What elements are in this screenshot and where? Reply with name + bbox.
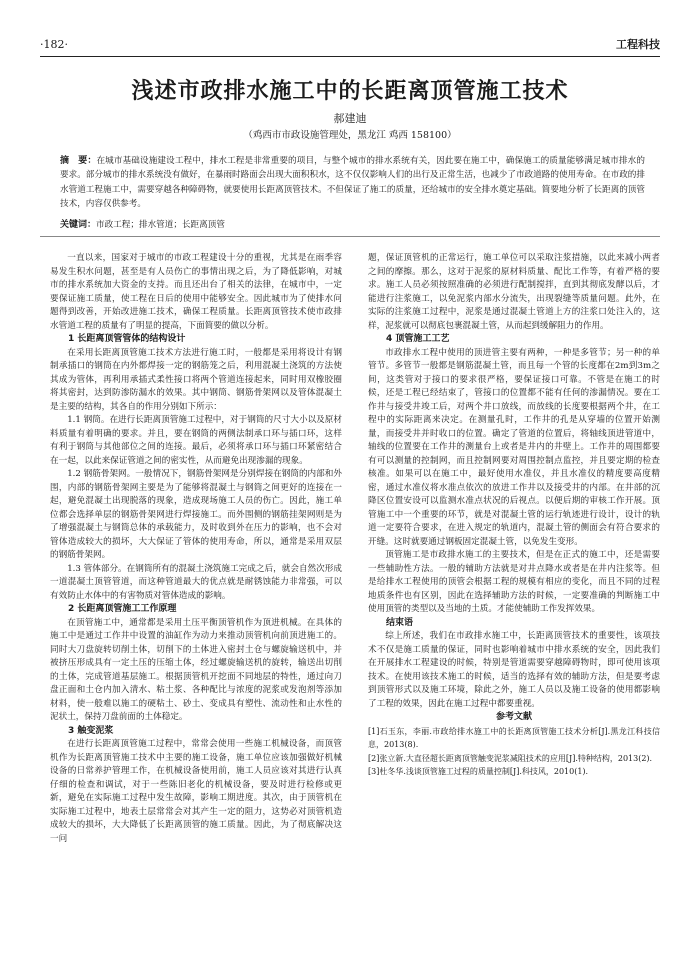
section-heading: 1 长距离顶管管体的结构设计 (68, 334, 186, 344)
paragraph: 题，保证顶管机的正常运行，施工单位可以采取注浆措施，以此来减小两者之间的摩擦。那么，这对于泥浆的原材料质量、配比工作等，有着严格的要求。施工人员必须按照准确的必须进行配制搅拌，直到其彻底发酵以后，才能进行注浆施工，以免泥浆内部水分流失，出现裂缝等质量问题。此外，在实际的注浆施工过程中，泥浆是通过混凝土管道上方的注浆口处注入的，这样，泥浆就可以彻底包裹混凝土管，从而起到缓解阻力的作用。 (368, 253, 660, 331)
abstract-rule (40, 236, 660, 237)
paragraph: 在顶管施工中，通常都是采用土压平衡顶管机作为顶进机械。在具体的施工中是通过工作井中设置的油缸作为动力来推动顶管机向前顶进施工的。同时大刀盘旋转切削土体，切削下的土体进入密封土仓与螺旋输送机中，并被挤压形成具有一定土压的压缩土体，经过螺旋输送机的旋转，输送出切削的土体，完成管道基层施工。根据顶管机开挖面不同地层的特性，通过向刀盘正面和土仓内加入清水、粘土浆、各种配比与浓度的泥浆或发泡剂等添加材料，使一般难以施工的硬粘土、砂土、变成具有塑性、流动性和止水性的泥状土，保持刀盘前面的土体稳定。 (50, 617, 342, 722)
reference-item: [3]杜冬华.浅谈顶管施工过程的质量控制[J].科技风，2010(1). (368, 767, 589, 776)
keywords (60, 217, 645, 230)
paragraph: 在采用长距离顶管施工技术方法进行施工时，一般都是采用将设计有钢制承插口的钢筒在内外都焊接一定的钢筋笼之后，利用混凝土浇筑的方法使其成为管体，再利用承插式柔性接口将两个管道连接起来，同时用双橡胶圈将其密封，达到防渗防漏水的效果。其中钢筒、钢筋骨架网以及管体混凝土是主要的结构，其各自的作用分别如下所示： (50, 347, 342, 412)
abstract-text: 在城市基础设施建设工程中，排水工程是非常重要的项目，与整个城市的排水系统有关，因此要在施工中，确保施工的质量能够满足城市排水的要求。部分城市的排水系统没有做好，在暴雨时路面会出现大面积积水，这不仅仅影响人们的出行及正常生活，也减少了市政道路的使用寿命。在市政的排水管道工程施工中，需要穿越各种障碍物，就要使用长距离顶管技术。不但保证了施工的质量，还给城市的安全排水奠定基础。简要地分析了长距离的顶管技术，内容仅供参考。 (60, 156, 645, 209)
section-heading: 4 顶管施工工艺 (386, 334, 450, 344)
journal-name: 工程科技 (616, 38, 660, 51)
abstract-label: 摘 要： (60, 156, 97, 166)
article-title: 浅述市政排水施工中的长距离顶管施工技术 (131, 79, 569, 104)
paragraph: 在进行长距离顶管施工过程中，常常会使用一些施工机械设备，而顶管机作为长距离顶管施工技术中主要的施工设备，施工单位应该加强做好机械设备的日常养护管理工作，在机械设备使用前，施工人员应该对其进行认真仔细的检查和调试，对于一些陈旧老化的机械设备，要及时进行检修或更新，避免在实际施工过程中发生故障，影响工期进度。其次，由于顶管机在实际施工过程中，地表土层常常会对其产生一定的阻力，这势必对顶管机造成较大的损坏，大大降低了长距离顶管的施工质量。因此，为了彻底解决这一问 (50, 739, 342, 844)
reference-item: [1]石玉东，李丽.市政给排水施工中的长距离顶管施工技术分析[J].黑龙江科技信息，2013(8). (368, 726, 660, 749)
section-heading: 3 触变泥浆 (68, 725, 114, 736)
section-heading: 结束语 (386, 617, 414, 628)
page-number: ·182· (40, 38, 68, 51)
reference-item: [2]张立新.大直径超长距离顶管触变泥浆减阻技术的应用[J].特种结构，2013(2). (368, 753, 653, 763)
left-column (50, 252, 342, 846)
abstract (60, 154, 645, 211)
paragraph: 综上所述，我们在市政排水施工中，长距离顶管技术的重要性，该项技术不仅是施工质量的保证，同时也影响着城市中排水系统的安全，因此我们在开展排水工程建设的时候，特别是管道需要穿越障碍物时，即可使用该项技术。在使用该技术施工的时候，适当的选择有效的辅助方法，但是要考虑到顶管形式以及施工环境，除此之外，施工人员以及施工设备的使用都影响了工程的效果，因此在施工过程中都要重视。 (368, 631, 660, 709)
paragraph: 1.1 钢筒。在进行长距离顶管施工过程中，对于钢筒的尺寸大小以及原材料质量有着明确的要求。并且，要在钢筒的两侧法制承口环与插口环，这样有利于钢筒与其他部位之间的连接。最后，必须将承口环与插口环紧密结合在一起，以此来保证管道之间的密实性，从而避免出现渗漏的现象。 (50, 415, 342, 466)
article-author: 郝建迪 (333, 112, 367, 125)
paragraph: 顶管施工是市政排水施工的主要技术，但是在正式的施工中，还是需要一些辅助性方法。一般的辅助方法就是对井点降水或者是在井内注浆等。但是给排水工程使用的顶管会根据工程的规模有相应的变化，而且不同的过程地质条件也有区别，因此在选择辅助方法的时候，一定要准确的判断施工中使用顶管的类型以及当地的土质。才能使辅助工作发挥效果。 (368, 550, 660, 614)
right-column (368, 252, 660, 779)
references-heading: 参考文献 (495, 712, 532, 722)
paragraph: 1.3 管体部分。在钢筒所有的混凝土浇筑施工完成之后，就会自然次形成一道混凝土顶管管道，而这种管道最大的优点就是耐锈蚀能力非常强，可以有效防止水体中的有害物质对管体造成的影响。 (50, 563, 342, 601)
paragraph: 1.2 钢筋骨架网。一般情况下，钢筋骨架网是分别焊接在钢筒的内部和外围，内部的钢筋骨架网主要是为了能够将混凝土与钢筒之间更好的连接在一起，避免混凝土出现脱落的现象，造成现场施工人员的伤亡。因此，施工单位都会选择单层的钢筋骨架网进行焊接施工。而外围侧的钢筋挂架网则是为了增强混凝土与钢筒总体的承载能力，及时收到外在压力的影响，也不会对管体造成较大的损坏，大大保证了管体的使用寿命，所以，通常是采用双层的钢筋骨架网。 (50, 469, 342, 560)
header-rule (40, 56, 660, 57)
author-affiliation: （鸡西市市政设施管理处，黑龙江 鸡西 158100） (243, 130, 457, 141)
paragraph: 一直以来，国家对于城市的市政工程建设十分的重视，尤其是在雨季容易发生积水问题，甚至是有人员伤亡的事情出现之后，为了降低影响，对城市的排水系统加大资金的支持。而且还出台了相关的法律，在城市中，一定要保证施工质量，使工程在日后的使用中能够安全。因此城市为了使排水问题得到改善，开始改进施工技术，确保工程质量。长距离顶管技术使市政排水管道工程的质量有了明显的提高，下面简要的做以分析。 (50, 253, 342, 331)
keywords-label: 关键词： (60, 220, 97, 230)
keywords-text: 市政工程；排水管道；长距离顶管 (96, 220, 225, 230)
paragraph: 市政排水工程中使用的顶进管主要有两种，一种是多管节；另一种的单管节。多管节一般都是钢筋混凝土管，而且每一个管的长度都在2m到3m之间，这类管对于接口的要求很严格，要保证接口可靠。不管是在施工的时候，还是工程已经结束了，管接口的位置都不能有任何的渗漏情况。要在工作井与接受井竣工后，对两个井口放线，而放线的长度要根据两个井，在工程中的实际距离来决定。在测量孔时，工作井的孔是从穿墙的位置开始测量，而接受井并时收口的位置。确定了管道的位置后，将轴线顶进管道中，轴线的位置要在工作井的测量台上或者是井内的井壁上。工作井的周围都要有可以测量的控制网，而且控制网要对周围控制点监控，并且要定期的检查核准。如果可以在施工中，最好使用水准仪，并且水准仪的精度要高度精密，通过水准仪将水准点依次的放进工作井以及接受井的内部。在井部的沉降区位置安设可以监测水准点状况的后视点。以便后期的审核工作开展。顶管施工中一个重要的环节，就是对混凝土管的运行轨迹进行设计，设计的轨道一定要符合要求，在进入规定的轨道内，混凝土管的侧面会有符合要求的开缝。这时就要通过钢板固定混凝土管，以免发生变形。 (368, 347, 660, 547)
page-header (40, 36, 660, 54)
section-heading: 2 长距离顶管施工工作原理 (68, 604, 177, 614)
